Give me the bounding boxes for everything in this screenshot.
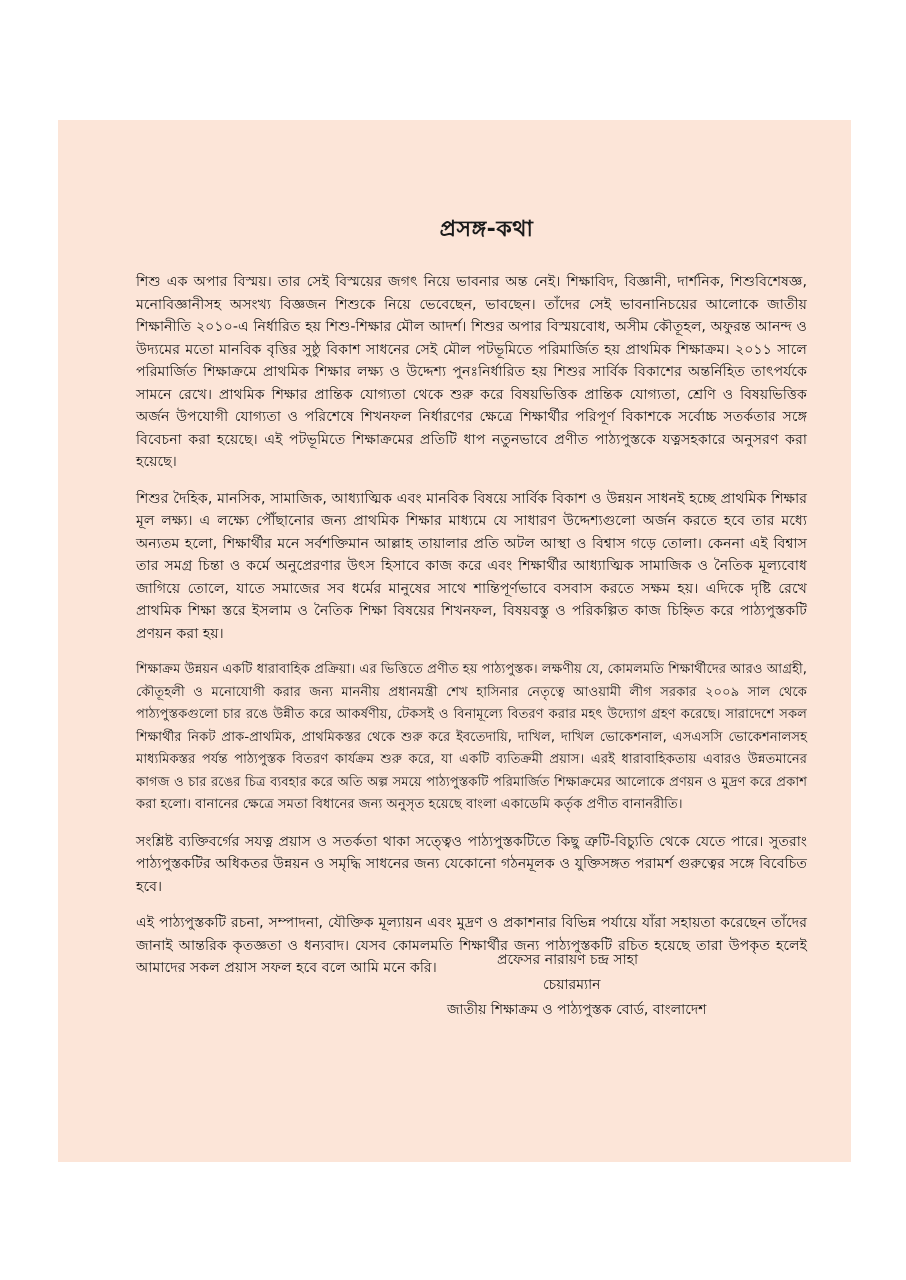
paragraph-1: শিশু এক অপার বিস্ময়। তার সেই বিস্ময়ের জগৎ নিয়ে ভাবনার অন্ত নেই। শিক্ষাবিদ, বিজ্ঞানী, দার্শনিক, শিশুবিশেষজ্ঞ, মনোবিজ্ঞানীসহ অসংখ্য বিজ্ঞজন শিশুকে নিয়ে ভেবেছেন, ভাবছেন। তাঁদের সেই ভাবনানিচয়ের আলোকে জাতীয় শিক্ষানীতি ২০১০-এ নির্ধারিত হয় শিশু-শিক্ষার মৌল আদর্শ। শিশুর অপার বিস্ময়বোধ, অসীম কৌতূহল, অফুরন্ত আনন্দ ও উদ্যমের মতো মানবিক বৃত্তির সুষ্ঠু বিকাশ সাধনের সেই মৌল পটভূমিতে পরিমার্জিত হয় প্রাথমিক শিক্ষাক্রম। ২০১১ সালে পরিমার্জিত শিক্ষাক্রমে প্রাথমিক শিক্ষার লক্ষ্য ও উদ্দেশ্য পুনঃনির্ধারিত হয় শিশুর সার্বিক বিকাশের অন্তর্নিহিত তাৎপর্যকে সামনে রেখে। প্রাথমিক শিক্ষার প্রান্তিক যোগ্যতা থেকে শুরু করে বিষয়ভিত্তিক প্রান্তিক যোগ্যতা, শ্রেণি ও বিষয়ভিত্তিক অর্জন উপযোগী যোগ্যতা ও পরিশেষে শিখনফল নির্ধারণের ক্ষেত্রে শিক্ষার্থীর পরিপূর্ণ বিকাশকে সর্বোচ্চ সতর্কতার সঙ্গে বিবেচনা করা হয়েছে। এই পটভূমিতে শিক্ষাক্রমের প্রতিটি ধাপ নতুনভাবে প্রণীত পাঠ্যপুস্তকে যত্নসহকারে অনুসরণ করা হয়েছে। (136, 274, 807, 470)
signatory-organization: জাতীয় শিক্ষাক্রম ও পাঠ্যপুস্তক বোর্ড, বাংলাদেশ (447, 1002, 707, 1018)
paragraph-4: সংশ্লিষ্ট ব্যক্তিবর্গের সযত্ন প্রয়াস ও সতর্কতা থাকা সত্ত্বেও পাঠ্যপুস্তকটিতে কিছু ত্রুটি-বিচ্যুতি থেকে যেতে পারে। সুতরাং পাঠ্যপুস্তকটির অধিকতর উন্নয়ন ও সমৃদ্ধি সাধনের জন্য যেকোনো গঠনমূলক ও যুক্তিসঙ্গত পরামর্শ গুরুত্বের সঙ্গে বিবেচিত হবে। (136, 833, 807, 895)
paragraph-3: শিক্ষাক্রম উন্নয়ন একটি ধারাবাহিক প্রক্রিয়া। এর ভিত্তিতে প্রণীত হয় পাঠ্যপুস্তক। লক্ষণীয় যে, কোমলমতি শিক্ষার্থীদের আরও আগ্রহী, কৌতূহলী ও মনোযোগী করার জন্য মাননীয় প্রধানমন্ত্রী শেখ হাসিনার নেতৃত্বে আওয়ামী লীগ সরকার ২০০৯ সাল থেকে পাঠ্যপুস্তকগুলো চার রঙে উন্নীত করে আকর্ষণীয়, টেকসই ও বিনামূল্যে বিতরণ করার মহৎ উদ্যোগ গ্রহণ করেছে। সারাদেশে সকল শিক্ষার্থীর নিকট প্রাক-প্রাথমিক, প্রাথমিকস্তর থেকে শুরু করে ইবতেদায়ি, দাখিল, দাখিল ভোকেশনাল, এসএসসি ভোকেশনালসহ মাধ্যমিকস্তর পর্যন্ত পাঠ্যপুস্তক বিতরণ কার্যক্রম শুরু করে, যা একটি ব্যতিক্রমী প্রয়াস। এরই ধারাবাহিকতায় এবারও উন্নতমানের কাগজ ও চার রঙের চিত্র ব্যবহার করে অতি অল্প সময়ে পাঠ্যপুস্তকটি পরিমার্জিত শিক্ষাক্রমের আলোকে প্রণয়ন ও মুদ্রণ করে প্রকাশ করা হলো। বানানের ক্ষেত্রে সমতা বিধানের জন্য অনুসৃত হয়েছে বাংলা একাডেমি কর্তৃক প্রণীত বানানরীতি। (136, 662, 807, 812)
signature-block (447, 948, 767, 1023)
signatory-name: প্রফেসর নারায়ণ চন্দ্র সাহা (497, 952, 639, 968)
paragraph-2: শিশুর দৈহিক, মানসিক, সামাজিক, আধ্যাত্মিক এবং মানবিক বিষয়ে সার্বিক বিকাশ ও উন্নয়ন সাধনই হচ্ছে প্রাথমিক শিক্ষার মূল লক্ষ্য। এ লক্ষ্যে পৌঁছানোর জন্য প্রাথমিক শিক্ষার মাধ্যমে যে সাধারণ উদ্দেশ্যগুলো অর্জন করতে হবে তার মধ্যে অন্যতম হলো, শিক্ষার্থীর মনে সর্বশক্তিমান আল্লাহ তায়ালার প্রতি অটল আস্থা ও বিশ্বাস গড়ে তোলা। কেননা এই বিশ্বাস তার সমগ্র চিন্তা ও কর্মে অনুপ্রেরণার উৎস হিসাবে কাজ করে এবং শিক্ষার্থীর আধ্যাত্মিক সামাজিক ও নৈতিক মূল্যবোধ জাগিয়ে তোলে, যাতে সমাজের সব ধর্মের মানুষের সাথে শান্তিপূর্ণভাবে বসবাস করতে সক্ষম হয়। এদিকে দৃষ্টি রেখে প্রাথমিক শিক্ষা স্তরে ইসলাম ও নৈতিক শিক্ষা বিষয়ের শিখনফল, বিষয়বস্তু ও পরিকল্পিত কাজ চিহ্নিত করে পাঠ্যপুস্তকটি প্রণয়ন করা হয়। (136, 490, 807, 642)
page-title: প্রসঙ্গ-কথা (439, 217, 534, 242)
paragraph-5: এই পাঠ্যপুস্তকটি রচনা, সম্পাদনা, যৌক্তিক মূল্যায়ন এবং মুদ্রণ ও প্রকাশনার বিভিন্ন পর্যায়ে যাঁরা সহায়তা করেছেন তাঁদের জানাই আন্তরিক কৃতজ্ঞতা ও ধন্যবাদ। যেসব কোমলমতি শিক্ষার্থীর জন্য পাঠ্যপুস্তকটি রচিত হয়েছে তারা উপকৃত হলেই আমাদের সকল প্রয়াস সফল হবে বলে আমি মনে করি। (136, 915, 807, 976)
foreword-panel (58, 120, 851, 1162)
signatory-role: চেয়ারম্যান (543, 977, 601, 993)
